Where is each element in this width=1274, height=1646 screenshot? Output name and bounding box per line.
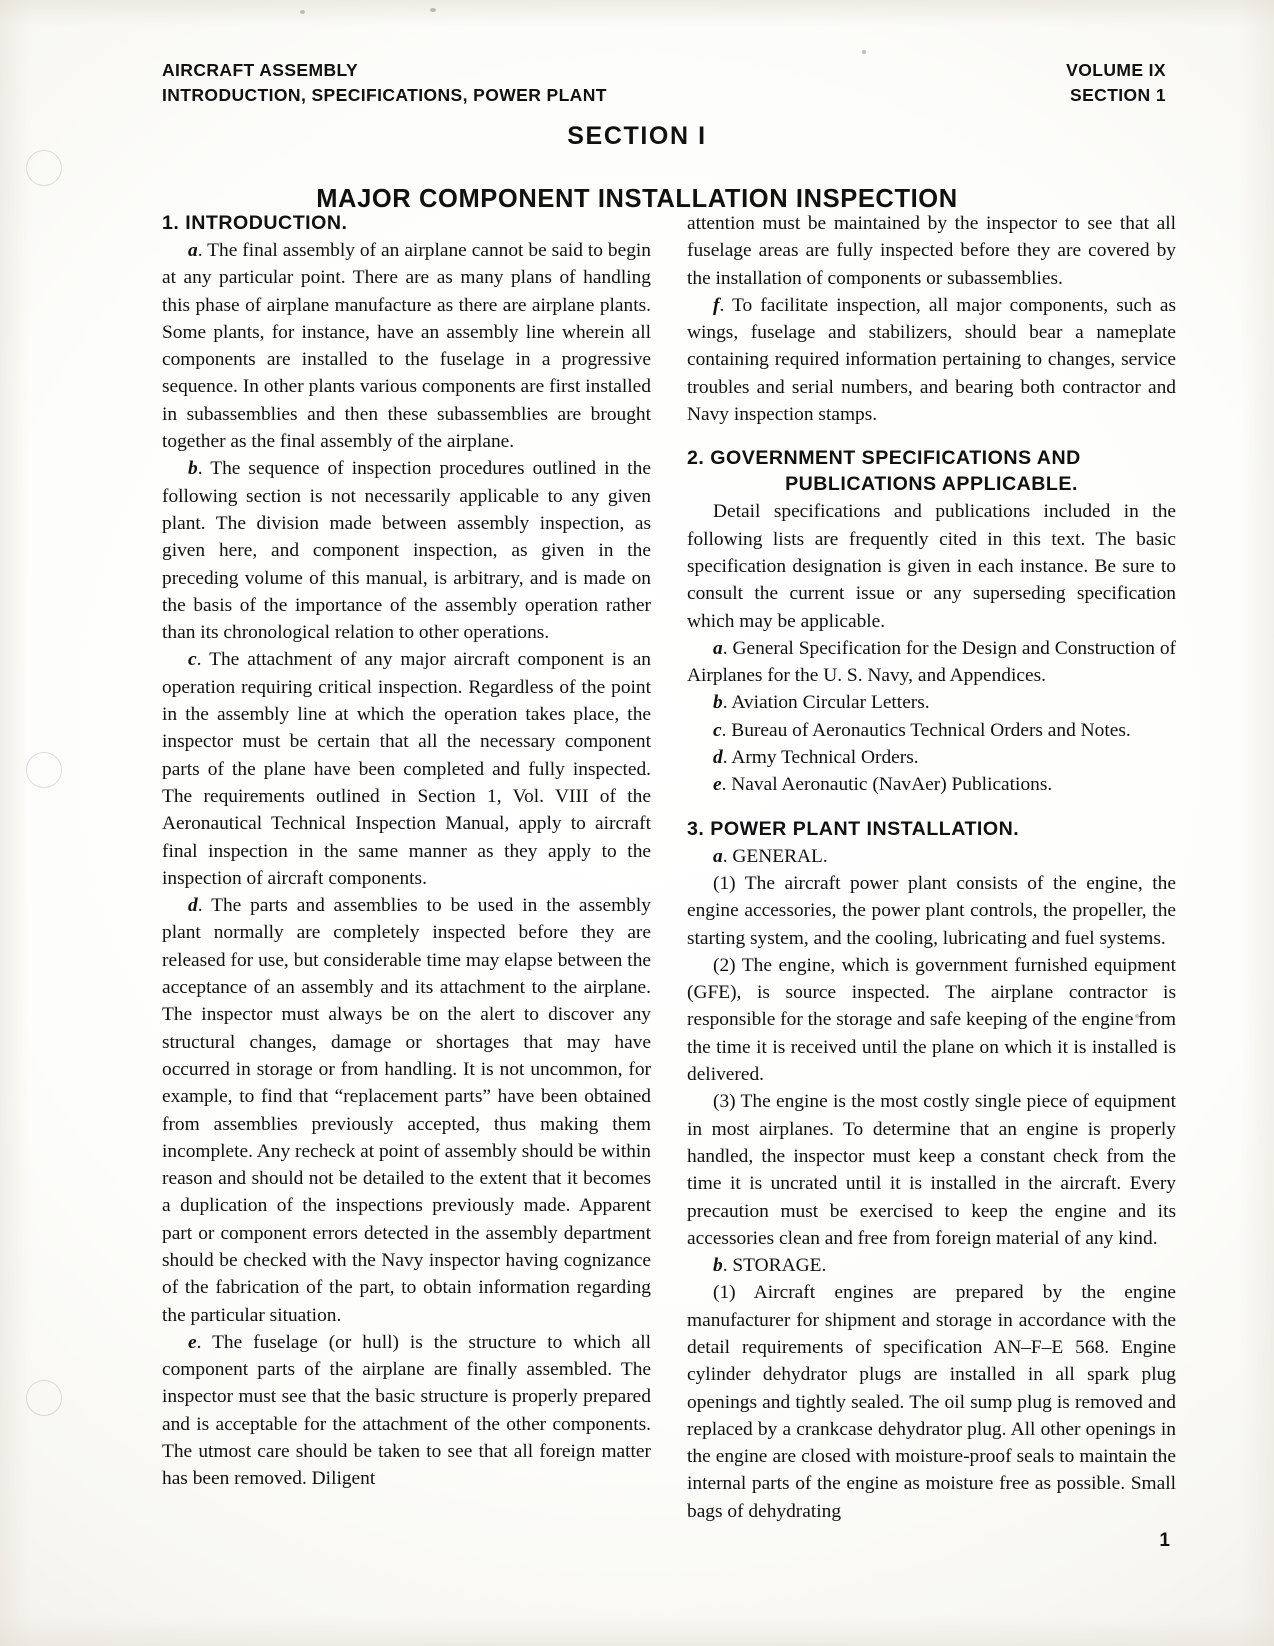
- left-column: [162, 210, 651, 1500]
- subheading-marker-b: b: [713, 1255, 723, 1277]
- list-item-text: . General Specification for the Design and Construction of Airplanes for the U. S. Navy, and Appendices.: [687, 637, 1176, 687]
- list-item-text: . Bureau of Aeronautics Technical Orders and Notes.: [721, 719, 1131, 741]
- heading-2-line2: PUBLICATIONS APPLICABLE.: [785, 473, 1078, 496]
- paragraph-marker-c: c: [188, 649, 197, 671]
- heading-2-government-specifications: [687, 445, 1176, 497]
- list-item: [687, 717, 1176, 744]
- scan-edge-right: [1240, 0, 1274, 1646]
- subheading-3b-storage: [687, 1252, 1176, 1279]
- heading-3-power-plant-installation: 3. POWER PLANT INSTALLATION.: [687, 817, 1020, 840]
- paragraph-1e: [162, 1329, 651, 1493]
- list-item-text: . Naval Aeronautic (NavAer) Publications.: [721, 774, 1053, 796]
- paragraph-3b1: (1) Aircraft engines are prepared by the engine manufacturer for shipment and storage in accordance with the detail requirements of specification AN–F–E 568. Engine cylinder dehydrator plugs are installed in all spark plug openings and tightly sealed. The oil sump plug is removed and replaced by a crankcase dehydrator plug. All other openings in the engine are closed with moisture-proof seals to maintain the internal parts of the engine as moisture free as possible. Small bags of dehydrating: [687, 1282, 1176, 1522]
- scan-speck: [300, 10, 305, 14]
- paragraph-3a2: (2) The engine, which is government furnished equipment (GFE), is source inspected. The airplane contractor is responsible for the storage and safe keeping of the engine from the time it is received until the plane on which it is installed is delivered.: [687, 954, 1176, 1086]
- list-marker-a: a: [713, 637, 723, 659]
- list-item: [687, 744, 1176, 771]
- list-marker-c: c: [713, 719, 722, 741]
- paragraph-1d-text: . The parts and assemblies to be used in the assembly plant normally are completely inspected before they are released for use, but considerable time may elapse between the acceptance of an assembly and its attachment to the airplane. The inspector must always be on the alert to discover any structural changes, damage or shortages that may have occurred in storage or from handling. It is not uncommon, for example, to find that “replacement parts” have been obtained from assemblies previously accepted, thus making them incomplete. Any recheck at point of assembly should be within reason and should not be detailed to the extent that it becomes a duplication of the inspections previously made. Apparent part or component errors detected in the assembly department should be checked with the Navy inspector having cognizance of the fabrication of the part, to obtain information regarding the particular situation.: [162, 895, 651, 1326]
- scan-speck: [862, 50, 866, 54]
- running-head-volume: VOLUME IX: [1066, 60, 1166, 80]
- page-title: MAJOR COMPONENT INSTALLATION INSPECTION: [316, 185, 958, 214]
- running-head: [162, 58, 1166, 108]
- paragraph-2-intro: Detail specifications and publications included in the following lists are frequently cited in this text. The basic specification designation is given in each instance. Be sure to consult the current issue or any superseding specification which may be applicable.: [687, 501, 1176, 632]
- list-marker-e: e: [713, 774, 722, 796]
- list-item-text: . Aviation Circular Letters.: [722, 692, 930, 714]
- paragraph-3a1: (1) The aircraft power plant consists of the engine, the engine accessories, the power plant controls, the propeller, the starting system, and the cooling, lubricating and fuel systems.: [687, 872, 1176, 949]
- subheading-marker-a: a: [713, 845, 723, 867]
- paragraph-1a-text: . The final assembly of an airplane cannot be said to begin at any particular point. There are as many plans of handling this phase of airplane manufacture as there are airplane plants. Some plants, for instance, have an assembly line wherein all components are installed to the fuselage in a progressive sequence. In other plants various components are first installed in subassemblies and then these subassemblies are brought together as the final assembly of the airplane.: [162, 240, 651, 453]
- running-head-right: [1066, 58, 1166, 108]
- page-number: 1: [1159, 1530, 1170, 1551]
- right-column: [687, 210, 1176, 1522]
- paragraph-marker-a: a: [188, 240, 198, 261]
- list-item: [687, 771, 1176, 798]
- paragraph-marker-d: d: [188, 895, 198, 917]
- heading-spacer: [687, 799, 1176, 816]
- paragraph-marker-f: f: [713, 294, 720, 316]
- paragraph-1b-text: . The sequence of inspection procedures outlined in the following section is not necessarily applicable to any given plant. The division made between assembly inspection, as given here, and component inspection, as given in the preceding volume of this manual, is arbitrary, and is made on the basis of the importance of the assembly operation rather than its chronological relation to other operations.: [162, 458, 651, 644]
- subheading-3a-general: [687, 843, 1176, 870]
- running-head-left-line2: INTRODUCTION, SPECIFICATIONS, POWER PLANT: [162, 84, 607, 105]
- list-item: [687, 635, 1176, 690]
- paragraph-1f-text: . To facilitate inspection, all major components, such as wings, fuselage and stabilizers, should bear a nameplate containing required information pertaining to changes, service troubles and serial numbers, and bearing both contractor and Navy inspection stamps.: [687, 294, 1176, 426]
- paragraph-1d: [162, 892, 651, 1329]
- running-head-left: [162, 58, 607, 108]
- margin-ring-artifact: [26, 150, 62, 186]
- paragraph-1e-continued: attention must be maintained by the inspector to see that all fuselage areas are fully inspected before they are covered by the installation of components or subassemblies.: [687, 213, 1176, 289]
- scan-edge-top: [0, 0, 1274, 26]
- scan-edge-left: [0, 0, 30, 1646]
- paragraph-marker-b: b: [188, 458, 198, 480]
- subheading-3b-text: . STORAGE.: [722, 1255, 827, 1277]
- paragraph-3a3: (3) The engine is the most costly single piece of equipment in most airplanes. To determine that an engine is properly handled, the inspector must keep a constant check from the time it is uncrated until it is installed in the aircraft. Every precaution must be exercised to keep the engine and its accessories clean and free from foreign material of any kind.: [687, 1091, 1176, 1249]
- paragraph-1b: [162, 455, 651, 646]
- list-marker-b: b: [713, 692, 723, 714]
- scan-edge-bottom: [0, 1616, 1274, 1646]
- margin-ring-artifact: [26, 1380, 62, 1416]
- paragraph-1c-text: . The attachment of any major aircraft component is an operation requiring critical inspection. Regardless of the point in the assembly line at which the operation takes place, the inspector must be certain that all the necessary component parts of the plane have been completed and fully inspected. The requirements outlined in Section 1, Vol. VIII of the Aeronautical Technical Inspection Manual, apply to aircraft final inspection in the same manner as they apply to the inspection of aircraft components.: [162, 649, 651, 889]
- heading-2-line1: 2. GOVERNMENT SPECIFICATIONS AND: [687, 447, 1081, 470]
- subheading-3a-text: . GENERAL.: [722, 845, 828, 867]
- section-label: SECTION I: [567, 122, 707, 150]
- running-head-left-line1: AIRCRAFT ASSEMBLY: [162, 60, 359, 80]
- list-item-text: . Army Technical Orders.: [722, 747, 919, 769]
- paragraph-1c: [162, 646, 651, 892]
- paragraph-1a: [162, 237, 651, 455]
- margin-ring-artifact: [26, 752, 62, 788]
- paragraph-1e-text: . The fuselage (or hull) is the structure to which all component parts of the airplane are finally assembled. The inspector must see that the basic structure is properly prepared and is acceptable for the attachment of the other components. The utmost care should be taken to see that all foreign matter has been removed. Diligent: [162, 1331, 651, 1490]
- list-marker-d: d: [713, 747, 723, 769]
- heading-spacer: [687, 428, 1176, 445]
- body-columns: [162, 210, 1176, 1522]
- paragraph-marker-e: e: [188, 1331, 197, 1353]
- paragraph-1f: [687, 292, 1176, 428]
- scan-speck: [430, 8, 436, 12]
- list-item: [687, 689, 1176, 716]
- heading-1-introduction: 1. INTRODUCTION.: [162, 212, 348, 234]
- running-head-section: SECTION 1: [1070, 84, 1166, 105]
